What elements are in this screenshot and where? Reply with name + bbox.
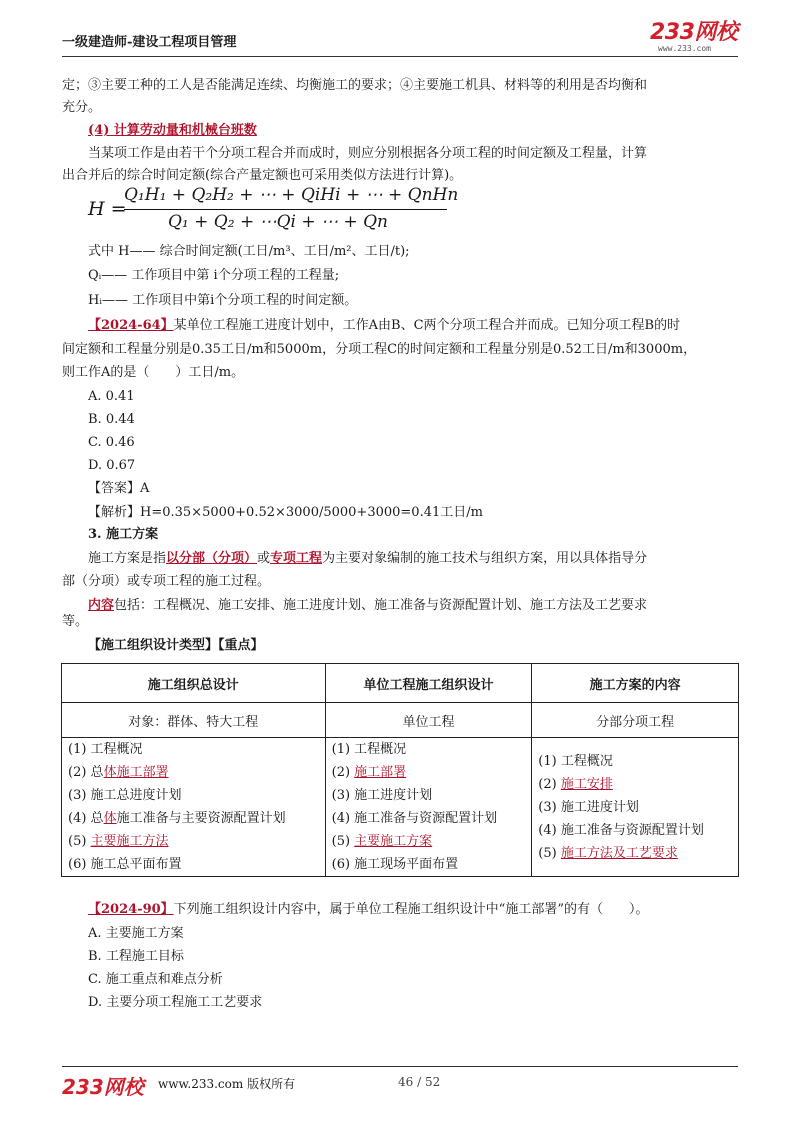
table-header-cell: 施工方案的内容	[532, 664, 739, 703]
question-tag: 【2024-64】	[88, 318, 174, 333]
table-subheader-row	[62, 703, 739, 738]
emphasis: 施工方法及工艺要求	[560, 845, 678, 861]
table-header-cell: 单位工程施工组织设计	[325, 664, 532, 703]
list-item: (1) 工程概况	[331, 742, 407, 757]
emphasis: 以分部（分项）	[166, 551, 258, 566]
text-run: (2) 总	[68, 765, 104, 780]
composite-time-formula	[88, 185, 459, 235]
question-text: 则工作A的是（ ）工日/m。	[62, 365, 245, 380]
paragraph-line: 部（分项）或专项工程的施工过程。	[62, 574, 271, 589]
footer-logo: 233网校	[62, 1075, 144, 1099]
table-heading: 【施工组织设计类型】【重点】	[88, 638, 264, 653]
definition-line: 式中 H—— 综合时间定额(工日/m³、工日/m²、工日/t);	[88, 244, 410, 259]
emphasis: 施工安排	[560, 776, 613, 792]
emphasis: 内容	[88, 598, 115, 613]
table-cell: 单位工程	[325, 703, 532, 738]
option-c: C. 0.46	[88, 435, 135, 450]
page-number: 46 / 52	[398, 1075, 441, 1089]
list-item	[68, 830, 319, 853]
paragraph-line	[88, 595, 647, 616]
list-item: (6) 施工总平面布置	[68, 857, 182, 872]
list-item: (3) 施工总进度计划	[68, 788, 182, 803]
table-cell: 分部分项工程	[532, 703, 739, 738]
emphasis: 体施工部署	[103, 765, 169, 780]
fraction-bar	[124, 209, 447, 210]
table-cell-general-design	[62, 738, 326, 877]
section-heading-3: 3. 施工方案	[88, 527, 159, 542]
emphasis: 主要施工方法	[90, 834, 169, 849]
option-d: D. 主要分项工程施工工艺要求	[88, 995, 263, 1010]
list-item	[332, 830, 526, 853]
table-cell-plan-content	[532, 738, 739, 877]
analysis: 【解析】H=0.35×5000+0.52×3000/5000+3000=0.41工日/m	[88, 505, 483, 520]
text-run: 包括：工程概况、施工安排、施工进度计划、施工准备与资源配置计划、施工方法及工艺要求	[114, 598, 648, 613]
question-text: 下列施工组织设计内容中，属于单位工程施工组织设计中“施工部署”的有（ ）。	[173, 902, 649, 917]
emphasis: 专项工程	[270, 551, 323, 566]
emphasis: 施工部署	[354, 765, 407, 780]
text-run: (2)	[331, 765, 355, 780]
logo-url: www.233.com	[658, 44, 711, 53]
text-run: (5)	[68, 834, 91, 849]
document-title: 一级建造师-建设工程项目管理	[62, 35, 237, 50]
text-run: (2)	[538, 776, 561, 792]
table-header-cell: 施工组织总设计	[62, 664, 326, 703]
list-item	[538, 842, 732, 865]
text-run: (5)	[331, 834, 355, 849]
text-run: (5)	[538, 845, 561, 861]
option-b: B. 0.44	[88, 412, 135, 427]
answer: 【答案】A	[88, 481, 150, 496]
list-item: (1) 工程概况	[68, 742, 143, 757]
question-2024-64	[88, 315, 680, 336]
brand-logo	[650, 22, 745, 54]
question-text: 间定额和工程量分别是0.35工日/m和5000m，分项工程C的时间定额和工程量分别是0.52工日/m和3000m，	[62, 342, 697, 357]
question-tag: 【2024-90】	[88, 902, 174, 917]
text-run: 为主要对象编制的施工技术与组织方案，用以具体指导分	[322, 551, 648, 566]
table-cell-unit-design	[325, 738, 532, 877]
paragraph-line: 等。	[62, 614, 89, 629]
table-content-row	[62, 738, 739, 877]
footer-rule	[62, 1066, 738, 1067]
logo-text: 233网校	[650, 20, 738, 45]
list-item: (3) 施工进度计划	[331, 788, 433, 803]
option-d: D. 0.67	[88, 458, 136, 473]
formula-numerator: Q₁H₁ + Q₂H₂ + ⋯ + QiHi + ⋯ + QnHn	[124, 185, 459, 205]
list-item	[68, 807, 319, 830]
paragraph-line	[88, 548, 647, 569]
construction-design-types-table	[61, 663, 739, 877]
formula-denominator: Q₁ + Q₂ + ⋯Qi + ⋯ + Qn	[168, 212, 388, 232]
list-item: (4) 施工准备与资源配置计划	[331, 811, 498, 826]
footer-copyright: www.233.com 版权所有	[158, 1077, 296, 1091]
option-a: A. 主要施工方案	[88, 926, 184, 941]
text-run: 施工方案是指	[88, 551, 167, 566]
emphasis: 体	[103, 811, 117, 826]
table-header-row	[62, 664, 739, 703]
text-run: (4) 总	[68, 811, 104, 826]
question-text: 某单位工程施工进度计划中，工作A由B、C两个分项工程合并而成。已知分项工程B的时	[173, 318, 681, 333]
list-item	[538, 773, 732, 796]
definition-line: Hᵢ—— 工作项目中第i个分项工程的时间定额。	[88, 293, 358, 308]
text-run: 施工准备与主要资源配置计划	[116, 811, 286, 826]
question-2024-90	[88, 899, 648, 920]
option-c: C. 施工重点和难点分析	[88, 972, 223, 987]
emphasis: 主要施工方案	[354, 834, 433, 849]
text-run: 或	[257, 551, 271, 566]
paragraph-line: 出合并后的综合时间定额(综合产量定额也可采用类似方法进行计算)。	[62, 168, 463, 183]
list-item: (6) 施工现场平面布置	[331, 857, 459, 872]
option-a: A. 0.41	[88, 389, 135, 404]
formula-lhs: H =	[88, 198, 127, 220]
paragraph-line: 定；③主要工种的工人是否能满足连续、均衡施工的要求；④主要施工机具、材料等的利用是否均衡和	[62, 78, 648, 93]
paragraph-line: 充分。	[62, 100, 102, 115]
list-item: (3) 施工进度计划	[538, 799, 639, 815]
list-item: (1) 工程概况	[538, 753, 613, 769]
list-item	[332, 761, 526, 784]
definition-line: Qᵢ—— 工作项目中第 i个分项工程的工程量;	[88, 268, 340, 283]
list-item: (4) 施工准备与资源配置计划	[538, 822, 704, 838]
header-rule	[62, 56, 738, 57]
section-heading-4: (4) 计算劳动量和机械台班数	[88, 123, 257, 138]
table-cell: 对象：群体、特大工程	[62, 703, 326, 738]
list-item	[68, 761, 319, 784]
option-b: B. 工程施工目标	[88, 949, 184, 964]
paragraph-line: 当某项工作是由若干个分项工程合并而成时，则应分别根据各分项工程的时间定额及工程量，计算	[88, 146, 648, 161]
